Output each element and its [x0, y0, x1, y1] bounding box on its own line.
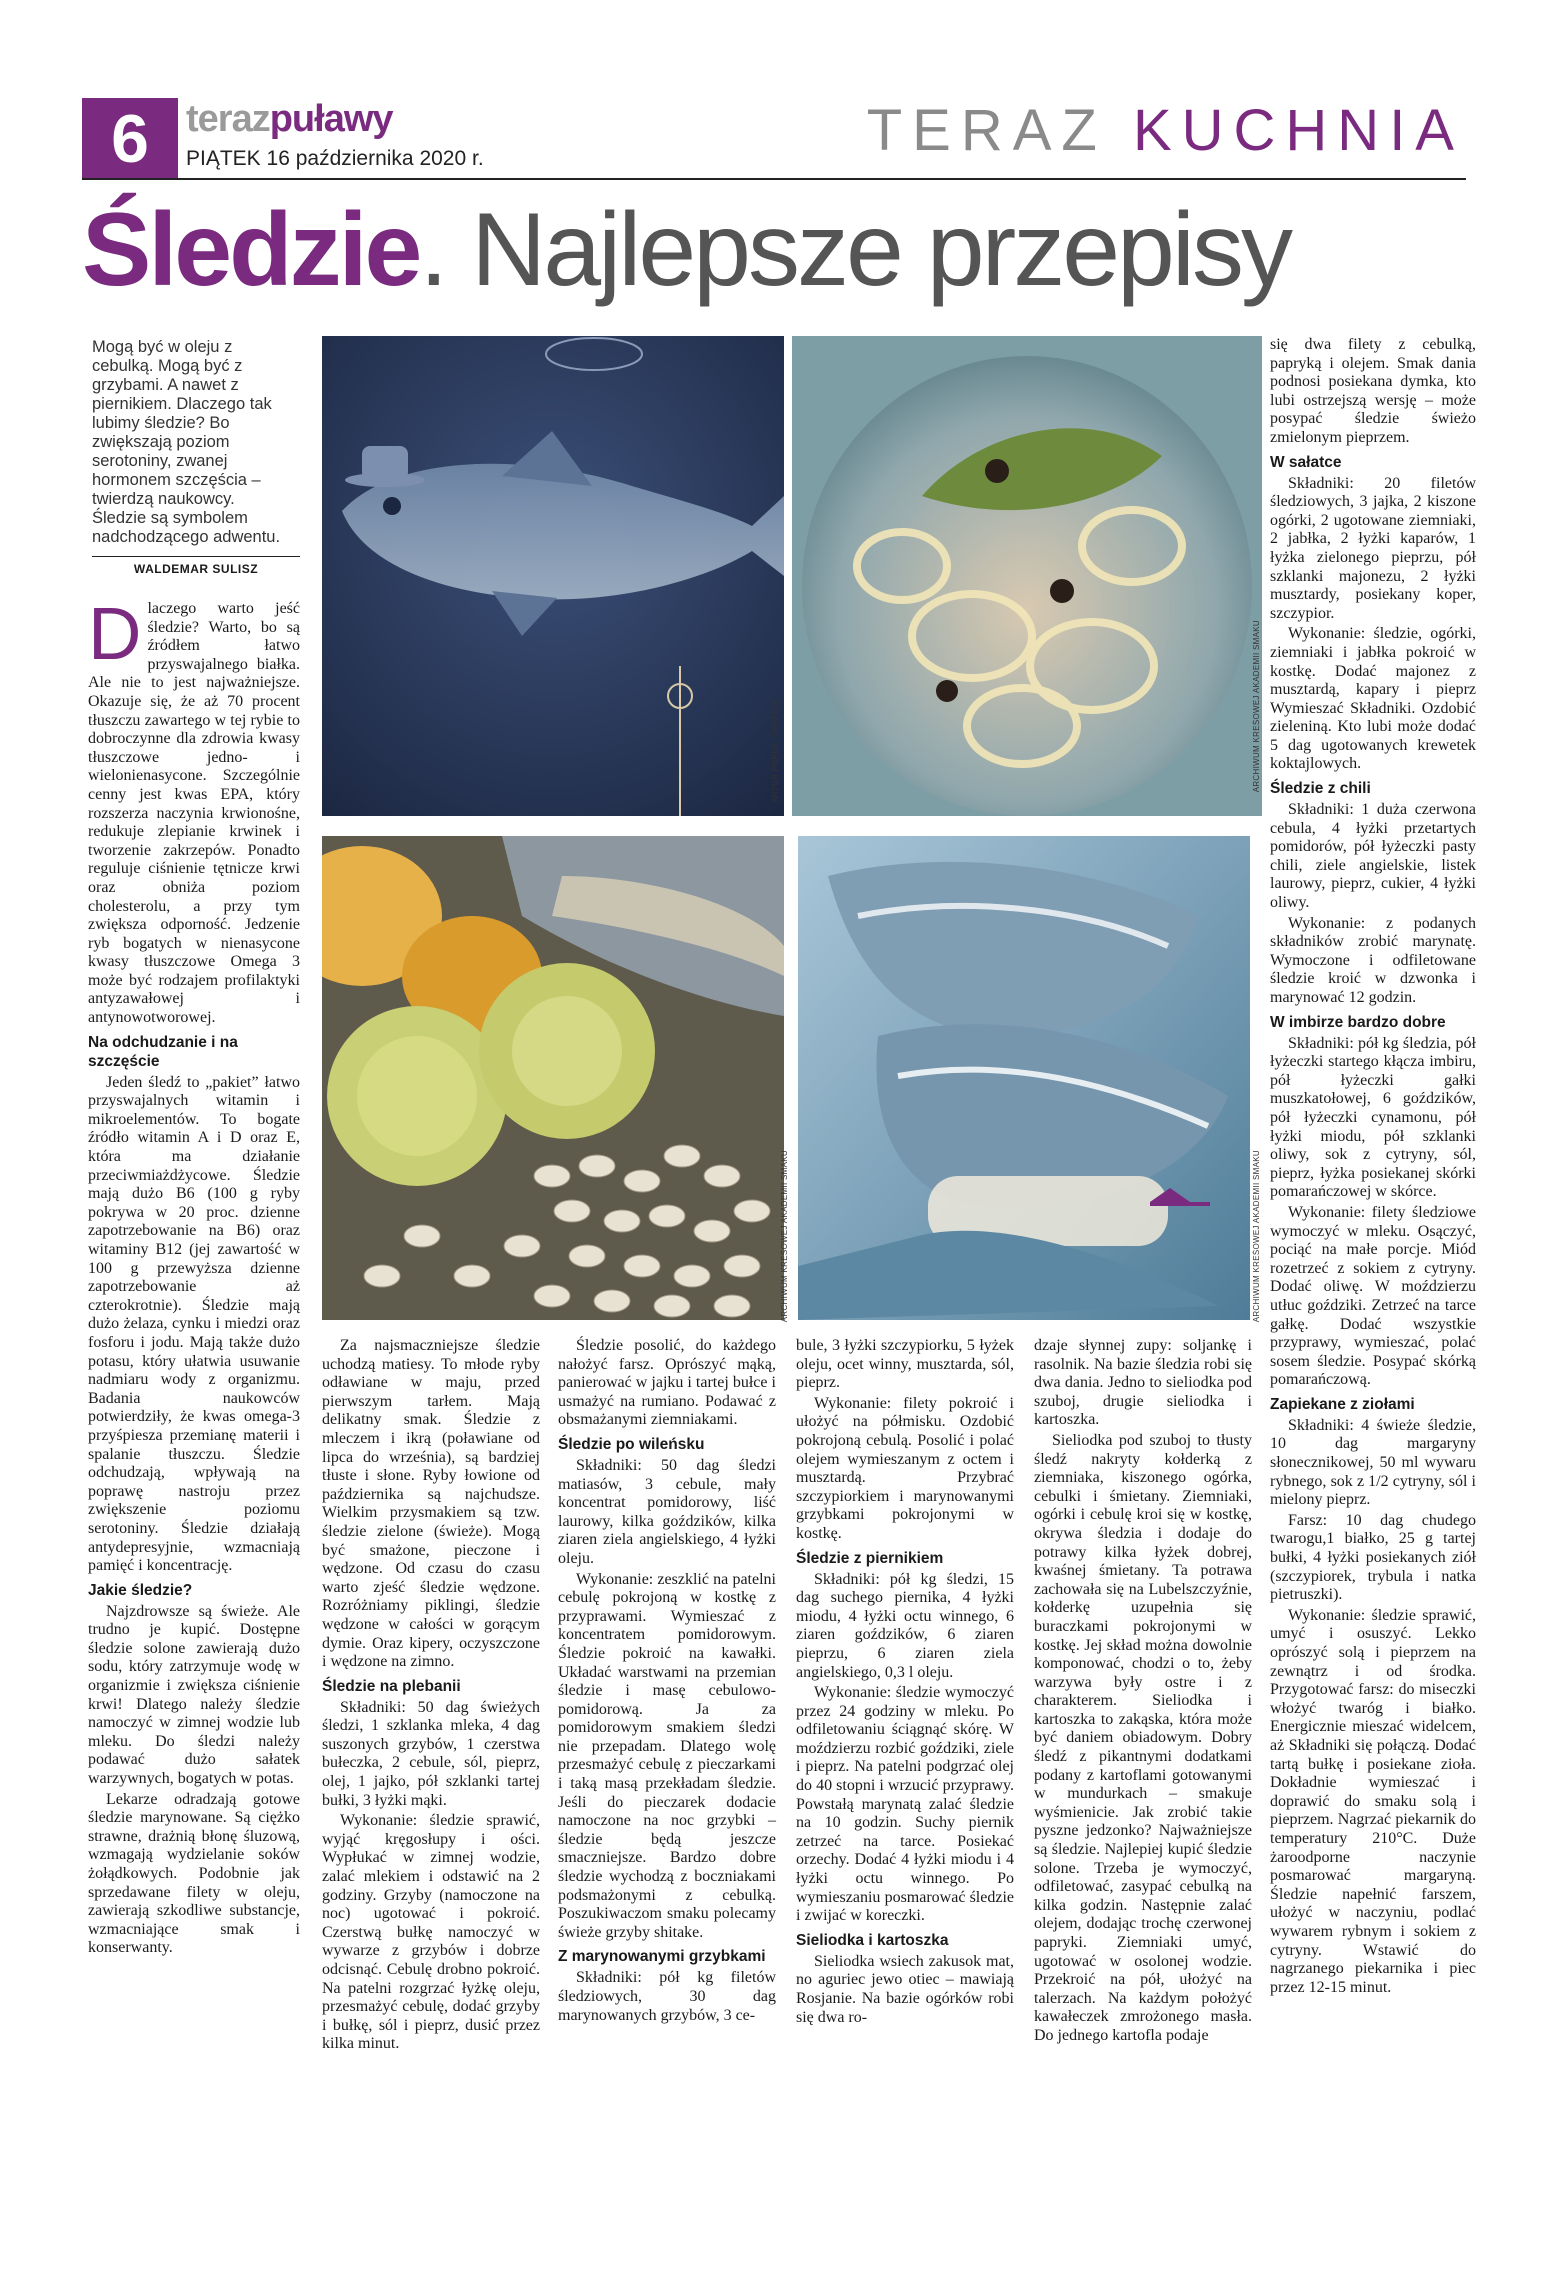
image-credit-2: ARCHIWUM KREŚOWEJ AKADEMII SMAKU	[1252, 620, 1261, 793]
col5-paragraph-2: Sieliodka pod szuboj to tłusty śledź nakryty kołderką z ziemniaka, kiszonego ogórka, cebulki i śmietany. Ziemniaki, ogórki i cebulę kroi się w kostkę, okrywa śledzia i dodaje do potrawy kilka łyżek dobrej, kwaśnej śmietany. Ta potrawa zachowała się na Lubelszczyźnie, kołderkę uzupełnia się buraczkami pokrojonymi w kostkę. Jej skład można dowolnie komponować, chodzi o to, żeby warzywa były ostre i z charakterem. Sieliodka i kartoszka to zakąska, która może być daniem obiadowym. Dobry śledź z pikantnymi dodatkami podany z kartoflami gotowanymi w mundurkach – smakuje wyśmienicie. Jak zrobić takie pyszne jedzonko? Najważniejsze są śledzie. Najlepiej kupić śledzie solone. Trzeba je wymoczyć, odfiletować, zasypać cebulką na kilka godzin. Następnie zalać olejem, dodając trochę czerwonej papryki. Ziemniaki umyć, ugotować w osolonej wodzie. Przekroić na pół, ułożyć na talerzach. Na każdym położyć kawałeczek zmrożonego masła. Do jednego kartofla podaje	[1034, 1431, 1252, 2044]
drop-cap: D	[88, 592, 142, 675]
col6-paragraph-3: Wykonanie: śledzie, ogórki, ziemniaki i jabłka pokroić w kostkę. Dodać majonez z musztardą, kapary i pieprz Wymieszać Składniki. Ozdobić zieleniną. Kto lubi może dodać 5 dag ugotowanych krewetek koktajlowych.	[1270, 625, 1476, 773]
col3-paragraph-4: Składniki: pół kg filetów śledziowych, 30 dag marynowanych grzybów, 3 ce-	[558, 1969, 776, 2024]
image-credit-1: ARTUR POPEK, GRAFIKA	[771, 700, 780, 803]
col4-paragraph-2: Wykonanie: filety pokroić i ułożyć na półmisku. Ozdobić pokrojoną cebulą. Posolić i polać olejem wymieszanym z octem i musztardą. Przybrać szczypiorkiem i marynowanymi grzybkami pokrojonymi w kostkę.	[796, 1394, 1014, 1542]
col6-paragraph-6: Składniki: pół kg śledzia, pół łyżeczki startego kłącza imbiru, pół łyżeczki gałki muszkatołowej, 6 goździków, pół łyżeczki cynamonu, pół łyżki miodu, pół szklanki oliwy, sok z cytryny, sól, pieprz, łyżka posiekanej skórki pomarańczowej w skórce.	[1270, 1034, 1476, 1201]
subheading-sieliodka: Sieliodka i kartoszka	[796, 1931, 949, 1949]
onions-beans-image	[322, 836, 784, 1320]
title-rest: . Najlepsze przepisy	[419, 192, 1290, 308]
section-title	[867, 96, 1464, 166]
col6-paragraph-9: Farsz: 10 dag chudego twarogu,1 białko, 25 g tartej bułki, 4 łyżki posiekanych ziół (szczypiorek, trybula i natka pietruszki).	[1270, 1511, 1476, 1604]
article-column-2	[322, 1337, 540, 2056]
section-part2: KUCHNIA	[1132, 98, 1464, 163]
subheading-piernikiem: Śledzie z piernikiem	[796, 1549, 944, 1567]
col6-paragraph-8: Składniki: 4 świeże śledzie, 10 dag margaryny słonecznikowej, 50 ml wywaru rybnego, sok z 1/2 cytryny, sól i mielony pieprz.	[1270, 1416, 1476, 1509]
col6-paragraph-2: Składniki: 20 filetów śledziowych, 3 jajka, 2 kiszone ogórki, 2 ugotowane ziemniaki, 2 jabłka, 2 łyżki kaparów, 1 łyżka zielonego pieprzu, pół szklanki majonezu, 2 łyżki musztardy, posiekany koper, szczypior.	[1270, 474, 1476, 622]
col6-paragraph-1: się dwa filety z cebulką, papryką i olejem. Smak dania podnosi posiekana dymka, kto lubi ostrzejszą wersję – może posypać śledzie świeżo zmielonym pieprzem.	[1270, 336, 1476, 446]
herring-fillets-svg	[798, 836, 1250, 1320]
col2-paragraph-2: Składniki: 50 dag świeżych śledzi, 1 szklanka mleka, 4 dag suszonych grzybów, 1 czerstwa bułeczka, 2 cebule, sól, pieprz, olej, 1 jajko, pół szklanki tartej bułki, 3 łyżki mąki.	[322, 1698, 540, 1809]
col3-paragraph-2: Składniki: 50 dag śledzi matiasów, 3 cebule, mały koncentrat pomidorowy, liść laurowy, kilka goździków, kilka ziaren ziela angielskiego, 4 łyżki oleju.	[558, 1456, 776, 1567]
article-column-3	[558, 1337, 776, 2027]
col2-paragraph-1: Za najsmaczniejsze śledzie uchodzą matiesy. To młode ryby odławiane w maju, przed pierwszym tarłem. Mają delikatny smak. Śledzie z mleczem i ikrą (poławiane od lipca do września), są bardziej tłuste i słone. Ryby łowione od października są najchudsze. Wielkim przysmakiem są tzw. śledzie zielone (świeże). Mogą być smażone, pieczone i wędzone. Od czasu do czasu warto zjeść śledzie wędzone. Rozróżniamy piklingi, śledzie wędzone w całości w gorącym dymie. Oraz kipery, oczyszczone i wędzone na zimno.	[322, 1337, 540, 1671]
col1-paragraph-1	[88, 592, 300, 1028]
subheading-jakie-sledzie: Jakie śledzie?	[88, 1581, 193, 1599]
col4-paragraph-5: Sieliodka wsiech zakusok mat, no aguriec jewo otiec – mawiają Rosjanie. Na bazie ogórków robi się dwa ro-	[796, 1952, 1014, 2026]
fish-illustration-image	[322, 336, 784, 816]
header-divider	[82, 178, 1466, 180]
herring-jar-image	[792, 336, 1262, 816]
col6-paragraph-7: Wykonanie: filety śledziowe wymoczyć w mleku. Osączyć, pociąć na małe porcje. Miód rozetrzeć z sokiem z cytryny. Dodać oliwę. W moździerzu utłuc goździki. Zetrzeć na tarce gałkę. Dodać wszystkie przyprawy, wymieszać, polać sosem śledzie. Posypać skórką pomarańczową.	[1270, 1203, 1476, 1389]
col6-paragraph-4: Składniki: 1 duża czerwona cebula, 4 łyżki przetartych pomidorów, pół łyżeczki pasty chili, ziele angielskie, listek laurowy, pieprz, cukier, 4 łyżki oliwy.	[1270, 801, 1476, 912]
col3-paragraph-3: Wykonanie: zeszklić na patelni cebulę pokrojoną w kostkę z przyprawami. Wymieszać z koncentratem pomidorowym. Śledzie pokroić na kawałki. Układać warstwami na przemian śledzie i masę cebulowo-pomidorową. Ja za pomidorowym smakiem śledzi nie przepadam. Dlatego wolę przesmażyć cebulę z pieczarkami i taką masą przekładam śledzie. Jeśli do pieczarek dodacie namoczone na noc grzybki – śledzie będą jeszcze smaczniejsze. Bardzo dobre śledzie wychodzą z boczniakami podsmażonymi z cebulką. Poszukiwaczom smaku polecamy świeże grzyby shitake.	[558, 1570, 776, 1941]
article-column-1	[88, 592, 300, 1960]
col4-paragraph-4: Wykonanie: śledzie wymoczyć przez 24 godziny w mleku. Po odfiletowaniu ściągnąć skórę. W moździerzu rozbić goździki, ziele i pieprz. Na patelni podgrzać olej do 40 stopni i wrzucić przyprawy. Powstałą marynatą zalać śledzie na 10 godzin. Suchy piernik zetrzeć na tarce. Posiekać orzechy. Dodać 4 łyżki miodu i 4 łyżki octu winnego. Po wymieszaniu posmarować śledzie i zwijać w koreczki.	[796, 1684, 1014, 1925]
subheading-odchudzanie: Na odchudzanie i na szczęście	[88, 1033, 238, 1070]
col1-paragraph-3: Najzdrowsze są świeże. Ale trudno je kupić. Dostępne śledzie solone zawierają dużo sodu, który zatrzymuje wodę w organizmie i zwiększa ciśnienie krwi! Dlatego należy śledzie namoczyć w zimnej wodzie lub mleku. Do śledzi należy podawać dużo sałatek warzywnych, bogatych w potas.	[88, 1602, 300, 1788]
title-keyword: Śledzie	[82, 192, 420, 308]
subheading-wilensku: Śledzie po wileńsku	[558, 1435, 705, 1453]
col5-paragraph-1: dzaje słynnej zupy: soljankę i rasolnik. Na bazie śledzia robi się dwa dania. Jedno to sieliodka pod szuboj, drugie sieliodka i kartoszka.	[1034, 1337, 1252, 1429]
image-credit-4: ARCHIWUM KREŚOWEJ AKADEMII SMAKU	[1252, 1150, 1261, 1323]
subheading-grzybkami: Z marynowanymi grzybkami	[558, 1948, 766, 1966]
author-byline: WALDEMAR SULISZ	[92, 556, 300, 576]
article-lead: Mogą być w oleju z cebulką. Mogą być z grzybami. A nawet z piernikiem. Dlaczego tak lubimy śledzie? Bo zwiększają poziom serotoniny, zwanej hormonem szczęścia – twierdzą naukowcy. Śledzie są symbolem nadchodzącego adwentu.	[92, 338, 281, 546]
herring-fillets-image	[798, 836, 1250, 1320]
article-title	[82, 190, 1290, 310]
image-credit-3: ARCHIWUM KREŚOWEJ AKADEMII SMAKU	[780, 1150, 789, 1323]
col6-paragraph-10: Wykonanie: śledzie sprawić, umyć i osuszyć. Lekko oprószyć solą i pieprzem na zewnątrz i od środka. Przygotować farsz: do miseczki włożyć twaróg i białko. Energicznie mieszać widelcem, aż Składniki się połączą. Dodać tartą bułkę i posiekane zioła. Dokładnie wymieszać i doprawić do smaku solą i pieprzem. Nagrzać piekarnik do temperatury 210°C. Duże żaroodporne naczynie posmarować margaryną. Śledzie napełnić farszem, ułożyć w naczyniu, podlać wywarem rybnym i sokiem z cytryny. Wstawić do nagrzanego piekarnika i piec przez 12-15 minut.	[1270, 1606, 1476, 1996]
subheading-chili: Śledzie z chili	[1270, 780, 1371, 798]
issue-date: PIĄTEK 16 października 2020 r.	[186, 147, 484, 170]
onions-beans-svg	[322, 836, 784, 1320]
section-part1: TERAZ	[866, 98, 1107, 163]
col1-paragraph-2: Jeden śledź to „pakiet” łatwo przyswajalnych witamin i mikroelementów. To bogate źródło witamin A i D oraz E, która ma działanie przeciwmiażdżycowe. Śledzie mają dużo B6 (100 g ryby pokrywa w 20 proc. dzienne zapotrzebowanie na B6) oraz witaminy B12 (jej zawartość w 100 g przewyższa dzienne zapotrzebowanie aż czterokrotnie). Śledzie mają dużo żelaza, cynku i miedzi oraz fosforu i jodu. Mają także dużo potasu, który ułatwia usuwanie nadmiaru wody z organizmu. Badania naukowców potwierdziły, że kwas omega-3 przyśpiesza przemianę materii i spalanie tłuszczu. Śledzie odchudzają, wpływają na poprawę nastroju przez zwiększenie poziomu serotoniny. Śledzie działają antydepresyjnie, wzmacniają pamięć i koncentrację.	[88, 1073, 300, 1575]
article-column-4	[796, 1337, 1014, 2029]
subheading-zapiekane: Zapiekane z ziołami	[1270, 1395, 1415, 1413]
col1-paragraph-4: Lekarze odradzają gotowe śledzie marynowane. Są ciężko strawne, drażnią błonę śluzową, wzmagają wydzielanie soków żołądkowych. Podobnie jak sprzedawane filety w oleju, zawierają szkodliwe substancje, wzmacniające smak i konserwanty.	[88, 1790, 300, 1957]
col2-paragraph-3: Wykonanie: śledzie sprawić, wyjąć kręgosłupy i ości. Wypłukać w zimnej wodzie, zalać mlekiem i odstawić na 2 godziny. Grzyby (namoczone na noc) ugotować i pokroić. Czerstwą bułkę namoczyć w wywarze z grzybów i dobrze odcisnąć. Cebulę drobno pokroić. Na patelni rozgrzać łyżkę oleju, przesmażyć cebulę, dodać grzyby i bułkę, sól i pieprz, dusić przez kilka minut.	[322, 1812, 540, 2053]
subheading-imbirze: W imbirze bardzo dobre	[1270, 1013, 1446, 1031]
col4-paragraph-3: Składniki: pół kg śledzi, 15 dag suchego piernika, 4 łyżki miodu, 4 łyżki octu winnego, 6 ziaren goździków, 6 ziaren pieprzu, 6 ziaren ziela angielskiego, 0,3 l oleju.	[796, 1570, 1014, 1681]
col4-paragraph-1: bule, 3 łyżki szczypiorku, 5 łyżek oleju, ocet winny, musztarda, sól, pieprz.	[796, 1337, 1014, 1392]
article-column-6	[1270, 336, 1476, 1999]
subheading-plebania: Śledzie na plebanii	[322, 1677, 461, 1695]
brand-part1: teraz	[186, 98, 270, 140]
col6-paragraph-5: Wykonanie: z podanych składników zrobić marynatę. Wymoczone i odfiletowane śledzie kroić w dzwonka i marynować 12 godzin.	[1270, 914, 1476, 1006]
subheading-salatce: W sałatce	[1270, 453, 1342, 471]
fish-illustration-svg	[322, 336, 784, 816]
page-number: 6	[82, 98, 178, 180]
brand-logo	[186, 98, 393, 140]
col3-paragraph-1: Śledzie posolić, do każdego nałożyć farsz. Oprószyć mąką, panierować w jajku i tartej bułce i usmażyć na rumiano. Podawać z obsmażanymi ziemniakami.	[558, 1337, 776, 1429]
article-column-5	[1034, 1337, 1252, 2048]
col1-p1-text: laczego warto jeść śledzie? Warto, bo są źródłem łatwo przyswajalnego białka. Ale nie to jest najważniejsze. Okazuje się, że aż 70 procent tłuszczu zawartego w tej rybie to dobroczynne dla zdrowia kwasy tłuszczowe jedno- i wielonienasycone. Szczególnie cenny jest kwas EPA, który rozszerza naczynia krwionośne, redukuje zlepianie krwinek i tworzenie zakrzepów. Ponadto reguluje ciśnienie tętnicze krwi oraz obniża poziom cholesterolu, a przy tym zwiększa odporność. Jedzenie ryb bogatych w nienasycone kwasy tłuszczowe Omega 3 może być rodzajem profilaktyki antyzawałowej i antynowotworowej.	[88, 600, 300, 1027]
brand-part2: puławy	[269, 98, 393, 140]
herring-jar-svg	[792, 336, 1262, 816]
